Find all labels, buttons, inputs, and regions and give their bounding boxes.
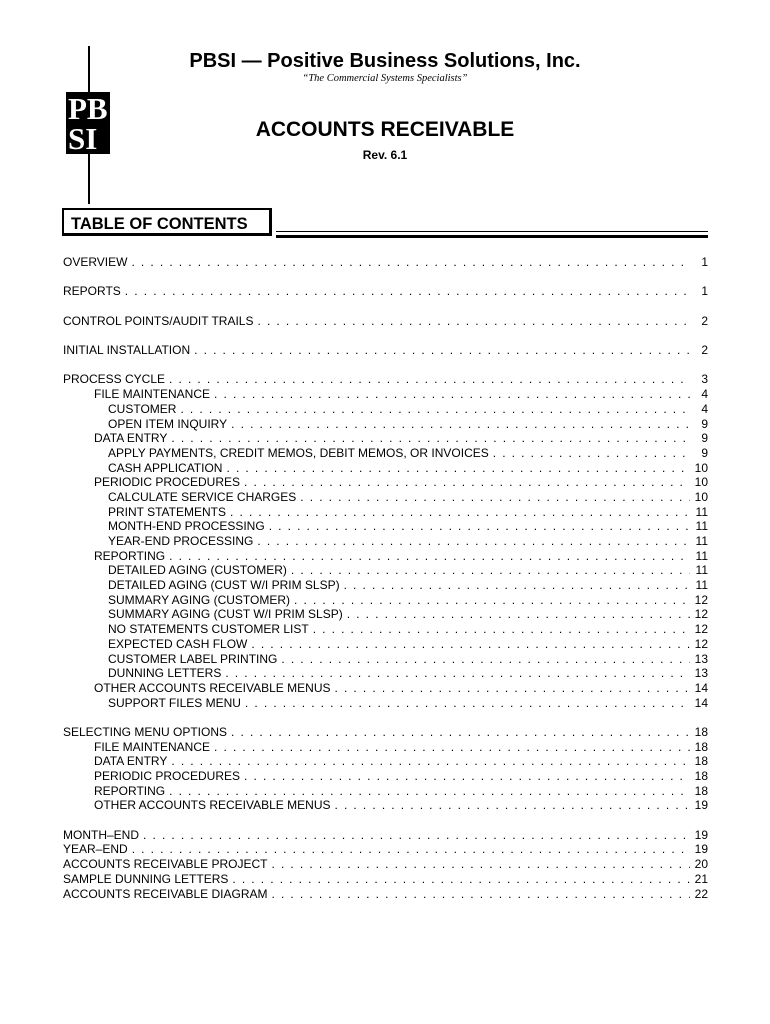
toc-dot-leader [180, 402, 690, 417]
toc-entry-page: 18 [694, 783, 708, 798]
toc-entry[interactable] [63, 534, 708, 549]
toc-entry-page: 13 [694, 666, 708, 681]
toc-dot-leader [230, 505, 690, 520]
toc-entry[interactable] [63, 402, 708, 417]
toc-entry[interactable] [63, 857, 708, 872]
toc-entry-title: CONTROL POINTS/AUDIT TRAILS [63, 313, 254, 328]
toc-entry-title: DUNNING LETTERS [108, 666, 222, 681]
toc-dot-leader [226, 461, 690, 476]
logo-text-top: PB [68, 91, 108, 126]
toc-dot-leader [132, 842, 690, 857]
toc-dot-leader [271, 887, 690, 902]
toc-rule-thick [276, 235, 708, 238]
toc-entry-title: CUSTOMER LABEL PRINTING [108, 651, 278, 666]
toc-spacer [63, 328, 708, 343]
toc-entry-page: 4 [701, 387, 708, 402]
toc-entry-page: 22 [694, 886, 708, 901]
toc-entry-page: 12 [694, 607, 708, 622]
toc-entry-title: SELECTING MENU OPTIONS [63, 724, 228, 739]
toc-dot-leader [169, 372, 690, 387]
toc-entry-page: 11 [695, 504, 708, 519]
toc-spacer [63, 710, 708, 725]
toc-entry-title: ACCOUNTS RECEIVABLE DIAGRAM [63, 886, 268, 901]
toc-entry-page: 3 [701, 372, 708, 387]
toc-entry[interactable] [63, 314, 708, 329]
toc-dot-leader [231, 725, 690, 740]
toc-entry[interactable] [63, 475, 708, 490]
toc-entry-page: 14 [694, 680, 708, 695]
toc-dot-leader [171, 754, 690, 769]
toc-entry[interactable] [63, 461, 708, 476]
toc-dot-leader [251, 637, 690, 652]
toc-entry[interactable] [63, 490, 708, 505]
logo-text-bottom: SI [68, 121, 98, 156]
toc-entry-title: OTHER ACCOUNTS RECEIVABLE MENUS [94, 798, 331, 813]
toc-dot-leader [257, 534, 690, 549]
toc-entry-title: MONTH–END [63, 827, 140, 842]
toc-dot-leader [493, 446, 690, 461]
toc-entry-page: 13 [694, 651, 708, 666]
toc-entry-title: REPORTS [63, 284, 121, 299]
toc-dot-leader [344, 578, 690, 593]
toc-spacer [63, 813, 708, 828]
toc-entry-title: SUMMARY AGING (CUSTOMER) [108, 592, 291, 607]
toc-entry-title: PERIODIC PROCEDURES [94, 769, 241, 784]
toc-entry-page: 19 [694, 798, 708, 813]
toc-entry[interactable] [63, 343, 708, 358]
toc-entry-page: 11 [695, 548, 708, 563]
toc-entry-page: 10 [694, 489, 708, 504]
company-tagline: “The Commercial Systems Specialists” [302, 73, 468, 84]
toc-dot-leader [347, 607, 690, 622]
toc-entry-page: 10 [694, 475, 708, 490]
toc-dot-leader [281, 652, 690, 667]
toc-entry[interactable] [63, 887, 708, 902]
toc-entry-title: DATA ENTRY [94, 754, 168, 769]
toc-entry[interactable] [63, 754, 708, 769]
toc-dot-leader [334, 681, 690, 696]
toc-entry-page: 11 [695, 563, 708, 578]
toc-dot-leader [244, 769, 690, 784]
toc-entry-title: DETAILED AGING (CUST W/I PRIM SLSP) [108, 578, 340, 593]
toc-entry-page: 2 [701, 313, 708, 328]
toc-entry[interactable] [63, 608, 708, 623]
toc-dot-leader [291, 563, 690, 578]
toc-entry[interactable] [63, 622, 708, 637]
toc-entry-title: EXPECTED CASH FLOW [108, 636, 248, 651]
toc-entry-title: REPORTING [94, 783, 166, 798]
toc-entry-title: PROCESS CYCLE [63, 372, 166, 387]
toc-entry-title: INITIAL INSTALLATION [63, 343, 191, 358]
toc-entry-title: SAMPLE DUNNING LETTERS [63, 871, 229, 886]
toc-dot-leader [244, 475, 690, 490]
toc-entry-title: FILE MAINTENANCE [94, 739, 211, 754]
toc-entry[interactable] [63, 431, 708, 446]
toc-entry-page: 1 [701, 254, 708, 269]
toc-dot-leader [245, 696, 690, 711]
toc-dot-leader [257, 314, 690, 329]
toc-entry-title: DETAILED AGING (CUSTOMER) [108, 563, 287, 578]
toc-dot-leader [300, 490, 690, 505]
table-of-contents [63, 255, 708, 901]
toc-entry-page: 20 [694, 857, 708, 872]
toc-dot-leader [294, 593, 690, 608]
toc-entry-page: 18 [694, 739, 708, 754]
toc-entry-title: DATA ENTRY [94, 431, 168, 446]
toc-entry[interactable] [63, 417, 708, 432]
toc-entry[interactable] [63, 828, 708, 843]
toc-entry[interactable] [63, 872, 708, 887]
toc-entry-page: 4 [701, 401, 708, 416]
toc-entry[interactable] [63, 549, 708, 564]
toc-entry-page: 12 [694, 636, 708, 651]
toc-entry-title: ACCOUNTS RECEIVABLE PROJECT [63, 857, 268, 872]
toc-dot-leader [313, 622, 690, 637]
document-title: ACCOUNTS RECEIVABLE [255, 118, 515, 141]
toc-entry[interactable] [63, 563, 708, 578]
toc-dot-leader [269, 519, 690, 534]
toc-entry[interactable] [63, 666, 708, 681]
toc-dot-leader [125, 284, 690, 299]
toc-entry-title: CALCULATE SERVICE CHARGES [108, 489, 297, 504]
toc-entry[interactable] [63, 652, 708, 667]
toc-entry[interactable] [63, 784, 708, 799]
toc-dot-leader [334, 798, 690, 813]
toc-entry[interactable] [63, 284, 708, 299]
toc-entry[interactable] [63, 681, 708, 696]
toc-entry-title: OTHER ACCOUNTS RECEIVABLE MENUS [94, 680, 331, 695]
toc-dot-leader [231, 417, 690, 432]
toc-entry[interactable] [63, 798, 708, 813]
toc-entry-page: 19 [694, 827, 708, 842]
toc-entry-title: OPEN ITEM INQUIRY [108, 416, 228, 431]
toc-entry[interactable] [63, 740, 708, 755]
toc-entry[interactable] [63, 505, 708, 520]
company-name: PBSI — Positive Business Solutions, Inc. [189, 50, 581, 72]
toc-entry-page: 1 [701, 284, 708, 299]
toc-entry-page: 9 [701, 445, 708, 460]
toc-dot-leader [271, 857, 690, 872]
toc-entry-title: MONTH-END PROCESSING [108, 519, 265, 534]
toc-dot-leader [131, 255, 690, 270]
toc-entry-page: 12 [694, 622, 708, 637]
toc-entry[interactable] [63, 725, 708, 740]
toc-entry[interactable] [63, 519, 708, 534]
toc-entry[interactable] [63, 696, 708, 711]
toc-dot-leader [225, 666, 690, 681]
toc-entry-page: 9 [701, 431, 708, 446]
toc-dot-leader [169, 784, 690, 799]
toc-spacer [63, 270, 708, 285]
toc-entry-title: YEAR-END PROCESSING [108, 534, 254, 549]
toc-entry-title: PRINT STATEMENTS [108, 504, 227, 519]
toc-entry-title: YEAR–END [63, 842, 128, 857]
toc-entry-page: 18 [694, 754, 708, 769]
toc-dot-leader [143, 828, 690, 843]
toc-entry-title: FILE MAINTENANCE [94, 387, 211, 402]
document-revision: Rev. 6.1 [362, 148, 408, 162]
toc-entry-title: NO STATEMENTS CUSTOMER LIST [108, 622, 309, 637]
toc-entry-page: 9 [701, 416, 708, 431]
toc-spacer [63, 299, 708, 314]
toc-entry[interactable] [63, 387, 708, 402]
toc-entry-title: OVERVIEW [63, 254, 128, 269]
toc-entry[interactable] [63, 593, 708, 608]
toc-entry-title: CUSTOMER [108, 401, 177, 416]
toc-dot-leader [232, 872, 690, 887]
toc-entry[interactable] [63, 578, 708, 593]
toc-dot-leader [194, 343, 690, 358]
toc-entry[interactable] [63, 843, 708, 858]
toc-entry-page: 21 [694, 871, 708, 886]
toc-entry-page: 18 [694, 724, 708, 739]
toc-entry-page: 11 [695, 578, 708, 593]
toc-entry-title: SUPPORT FILES MENU [108, 695, 241, 710]
toc-dot-leader [169, 549, 690, 564]
toc-entry-title: SUMMARY AGING (CUST W/I PRIM SLSP) [108, 607, 343, 622]
toc-rule-thin [276, 231, 708, 232]
toc-entry-page: 18 [694, 769, 708, 784]
toc-entry[interactable] [63, 255, 708, 270]
toc-entry-title: PERIODIC PROCEDURES [94, 475, 241, 490]
toc-dot-leader [214, 740, 690, 755]
toc-entry-title: APPLY PAYMENTS, CREDIT MEMOS, DEBIT MEMOS, OR INVOICES [108, 445, 489, 460]
toc-dot-leader [171, 431, 690, 446]
toc-heading: TABLE OF CONTENTS [62, 208, 272, 236]
toc-entry-page: 11 [695, 519, 708, 534]
toc-entry-page: 14 [694, 695, 708, 710]
toc-entry-title: CASH APPLICATION [108, 460, 223, 475]
toc-entry-page: 10 [694, 460, 708, 475]
toc-entry[interactable] [63, 446, 708, 461]
toc-entry-page: 2 [701, 343, 708, 358]
toc-entry-page: 19 [694, 842, 708, 857]
toc-entry-title: REPORTING [94, 548, 166, 563]
toc-entry[interactable] [63, 637, 708, 652]
toc-entry-page: 11 [695, 534, 708, 549]
toc-spacer [63, 358, 708, 373]
toc-entry[interactable] [63, 769, 708, 784]
toc-dot-leader [214, 387, 690, 402]
toc-entry[interactable] [63, 373, 708, 388]
toc-entry-page: 12 [694, 592, 708, 607]
